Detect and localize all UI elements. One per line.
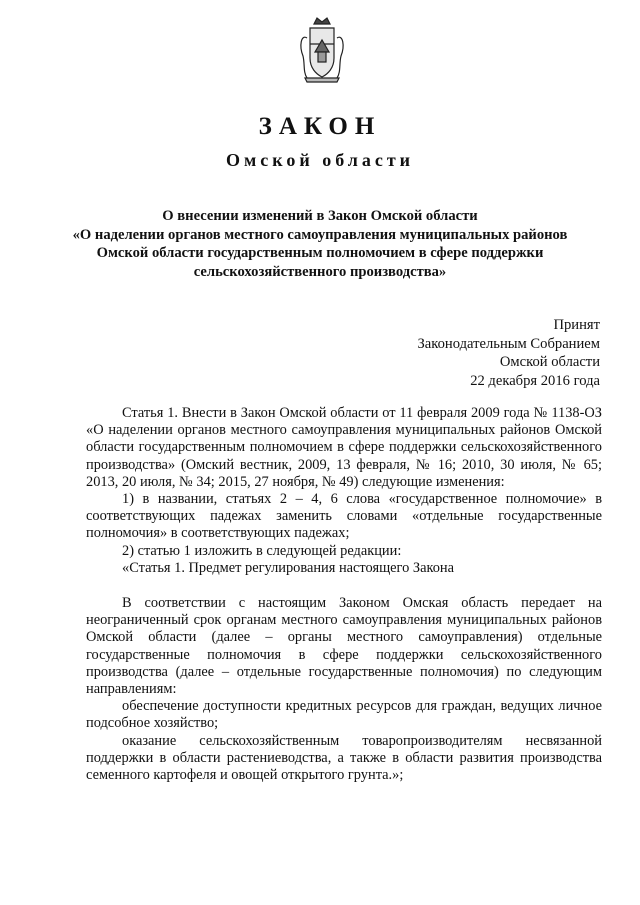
page-title: ЗАКОН [258,113,382,140]
paragraph-amendment-2: 2) статью 1 изложить в следующей редакции: [122,542,402,559]
paragraph-direction-1: обеспечение доступности кредитных ресурсов для граждан, ведущих личное подсобное хозяйство; [86,698,602,732]
adoption-line: Омской области [499,354,600,370]
paragraph-direction-2: оказание сельскохозяйственным товаропроизводителям несвязанной поддержки в области растениеводства, а также в области развития производства семенного картофеля и овощей открытого грунта.»; [86,732,602,784]
adoption-date: 22 декабря 2016 года [470,372,600,389]
paragraph-new-article-title: «Статья 1. Предмет регулирования настоящего Закона [122,559,455,576]
paragraph-amendment-1: 1) в названии, статьях 2 – 4, 6 слова «государственное полномочие» в соответствующих падежах заменить словами «отдельные государственные полномочия» в соответствующих падежах; [86,491,602,542]
coat-of-arms-icon [297,16,347,84]
law-heading [70,207,570,281]
law-heading-line: сельскохозяйственного производства» [193,263,447,280]
paragraph-new-article-text: В соответствии с настоящим Законом Омская область передает на неограниченный срок органам местного самоуправления муниципальных районов Омской области (далее – органы местного самоуправления) отдельные государственные полномочия в сфере поддержки сельскохозяйственного производства (далее – отдельные государственные полномочия) по следующим направлениям: [86,595,602,698]
paragraph-article-1: Статья 1. Внести в Закон Омской области от 11 февраля 2009 года № 1138-ОЗ «О наделении органов местного самоуправления муниципальных районов Омской области государственным полномочием в сфере поддержки сельскохозяйственного производства» (Омский вестник, 2009, 13 февраля, № 16; 2010, 30 июля, № 65; 2013, 20 июля, № 34; 2015, 27 ноября, № 49) следующие изменения: [86,405,602,490]
adoption-line: Законодательным Собранием [417,335,600,352]
adoption-block [418,316,601,390]
law-heading-line: «О наделении органов местного самоуправления муниципальных районов [72,226,568,243]
law-heading-line: О внесении изменений в Закон Омской области [162,208,478,224]
document-body [86,405,602,784]
page-subtitle: Омской области [225,150,415,170]
adoption-line: Принят [553,317,600,333]
law-heading-line: Омской области государственным полномочием в сфере поддержки [96,245,544,261]
